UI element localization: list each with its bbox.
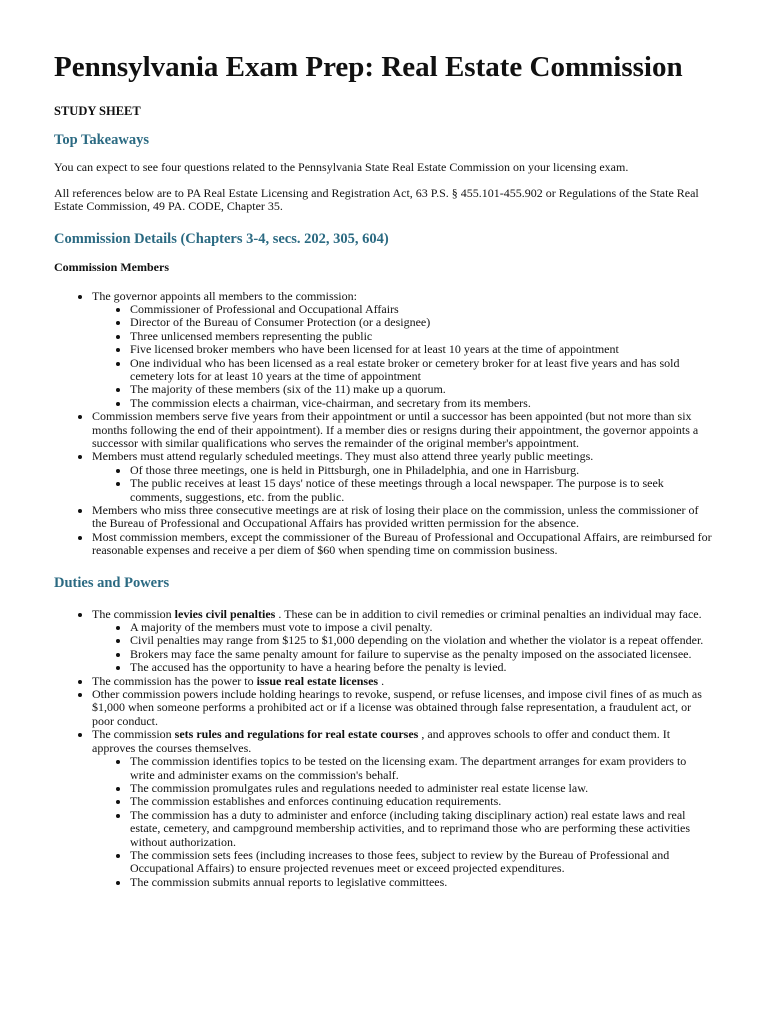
list-item (92, 608, 712, 675)
list-item-text: The commission (92, 606, 175, 621)
sub-list-item: • One individual who has been licensed as a real estate broker or cemetery broker for at least five years and has sold cemetery lots for at least 10 years at the time of appointment (130, 357, 712, 384)
list-item-text: . These can be in addition to civil remedies or criminal penalties an individual may face. (275, 606, 702, 621)
list-item-emphasis: levies civil penalties (174, 606, 276, 621)
commission-details-heading: Commission Details (Chapters 3-4, secs. 202, 305, 604) (54, 230, 389, 247)
sub-list-item: • The commission identifies topics to be tested on the licensing exam. The department arranges for exam providers to write and administer exams on the commission's behalf. (130, 755, 712, 782)
commission-members-heading: Commission Members (54, 259, 169, 274)
sub-list-item: • Commissioner of Professional and Occupational Affairs (130, 303, 712, 316)
list-item-emphasis: issue real estate licenses (256, 673, 379, 688)
list-item (92, 410, 712, 450)
list-item (92, 450, 712, 504)
sub-list-item: • Brokers may face the same penalty amount for failure to supervise as the penalty imposed on the associated licensee. (130, 648, 712, 661)
study-sheet-label: STUDY SHEET (54, 104, 141, 118)
sub-list-item: • The commission has a duty to administer and enforce (including taking disciplinary action) real estate laws and real estate, cemetery, and campground membership activities, and to reprimand those who are performing these activities without authorization. (130, 809, 712, 849)
sub-list (92, 755, 712, 889)
list-item-text: , and approves schools to offer and conduct them. It approves the courses themselves. (92, 727, 671, 755)
list-item (92, 531, 712, 558)
sub-list (92, 621, 712, 675)
sub-list-item: • Three unlicensed members representing the public (130, 330, 712, 343)
top-takeaways-heading: Top Takeaways (54, 132, 149, 148)
sub-list-item: • Director of the Bureau of Consumer Protection (or a designee) (130, 316, 712, 329)
duties-list-wrap (54, 608, 712, 890)
list-item (92, 290, 712, 411)
sub-list-item: • The commission elects a chairman, vice-chairman, and secretary from its members. (130, 397, 712, 410)
commission-members-list-wrap (54, 290, 712, 558)
takeaway-paragraph-1: You can expect to see four questions related to the Pennsylvania State Real Estate Commission on your licensing exam. (54, 160, 629, 174)
sub-list-item: • The accused has the opportunity to have a hearing before the penalty is levied. (130, 661, 712, 674)
list-item-text: . (378, 673, 385, 688)
sub-list-item: • Civil penalties may range from $125 to $1,000 depending on the violation and whether the violator is a repeat offender. (130, 634, 712, 647)
list-item-text: Members who miss three consecutive meetings are at risk of losing their place on the commission, unless the commissioner of the Bureau of Professional and Occupational Affairs has provided written permission for the absence. (92, 503, 699, 531)
commission-members-list (54, 290, 712, 558)
list-item (92, 688, 712, 728)
sub-list-item: • The commission establishes and enforces continuing education requirements. (130, 795, 712, 808)
list-item-text: The commission (92, 727, 175, 742)
sub-list-item: • Five licensed broker members who have been licensed for at least 10 years at the time of appointment (130, 343, 712, 356)
list-item (92, 675, 712, 688)
list-item (92, 504, 712, 531)
sub-list-item: • A majority of the members must vote to impose a civil penalty. (130, 621, 712, 634)
duties-heading: Duties and Powers (54, 574, 170, 591)
list-item-text: Members must attend regularly scheduled meetings. They must also attend three yearly public meetings. (92, 449, 594, 464)
list-item-text: Commission members serve five years from their appointment or until a successor has been appointed (but not more than six months following the end of their appointment). If a member dies or resigns during their appointment, the governor appoints a successor with similar qualifications who serves the remainder of the original member's appointment. (92, 409, 699, 450)
list-item-text: Other commission powers include holding hearings to revoke, suspend, or refuse licenses, and impose civil fines of as much as $1,000 when someone performs a prohibited act or if a license was obtained through false representation, a fraudulent act, or poor conduct. (92, 687, 702, 728)
list-item (92, 728, 712, 889)
list-item-text: Most commission members, except the commissioner of the Bureau of Professional and Occupational Affairs, are reimbursed for reasonable expenses and receive a per diem of $60 when spending time on commission business. (92, 529, 712, 558)
sub-list-item: • The majority of these members (six of the 11) make up a quorum. (130, 383, 712, 396)
page-title: Pennsylvania Exam Prep: Real Estate Commission (54, 51, 683, 83)
sub-list (92, 303, 712, 410)
sub-list-item: • The commission promulgates rules and regulations needed to administer real estate license law. (130, 782, 712, 795)
sub-list-item: • The commission sets fees (including increases to those fees, subject to review by the Bureau of Professional and Occupational Affairs) to ensure projected revenues meet or exceed projected expenditures. (130, 849, 712, 876)
list-item-emphasis: sets rules and regulations for real estate courses (174, 727, 419, 742)
takeaway-paragraph-2: All references below are to PA Real Estate Licensing and Registration Act, 63 P.S. § 455.101-455.902 or Regulations of the State Real Estate Commission, 49 PA. CODE, Chapter 35. (54, 185, 699, 213)
sub-list-item: • Of those three meetings, one is held in Pittsburgh, one in Philadelphia, and one in Harrisburg. (130, 464, 712, 477)
list-item-text: The commission has the power to (92, 673, 257, 688)
sub-list-item: • The commission submits annual reports to legislative committees. (130, 876, 712, 889)
sub-list (92, 464, 712, 504)
duties-list (54, 608, 712, 890)
list-item-text: The governor appoints all members to the commission: (92, 288, 357, 303)
sub-list-item: • The public receives at least 15 days' notice of these meetings through a local newspaper. The purpose is to seek comments, suggestions, etc. from the public. (130, 477, 712, 504)
